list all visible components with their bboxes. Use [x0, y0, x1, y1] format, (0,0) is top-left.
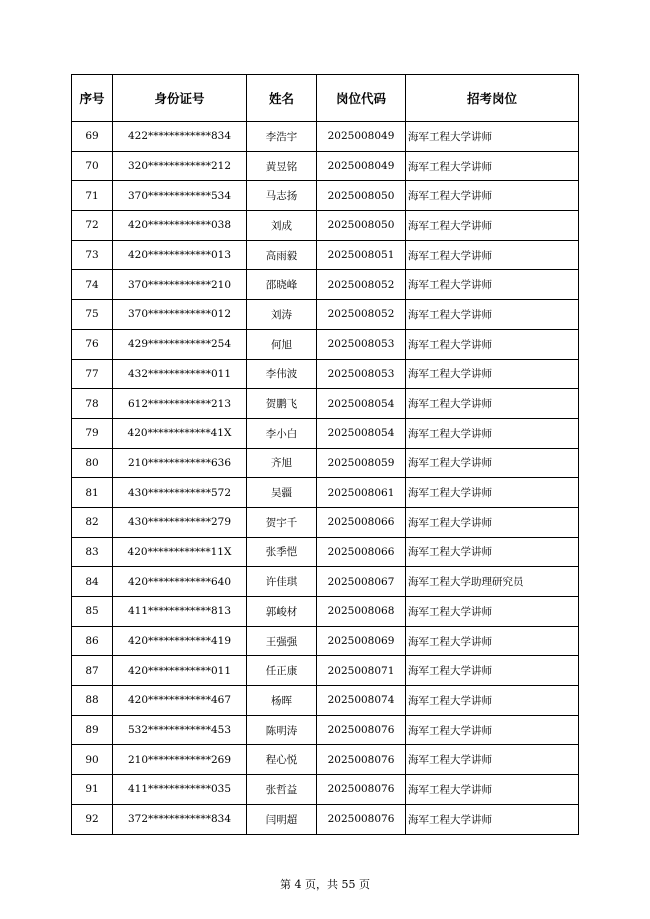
cell-index: 86 — [72, 626, 113, 656]
cell-id-number: 420************11X — [113, 537, 247, 567]
cell-position-code: 2025008068 — [317, 597, 406, 627]
cell-index: 82 — [72, 507, 113, 537]
cell-id-number: 422************834 — [113, 122, 247, 152]
table-row — [72, 211, 579, 241]
cell-index: 69 — [72, 122, 113, 152]
cell-index: 80 — [72, 448, 113, 478]
table-row — [72, 389, 579, 419]
cell-id-number: 420************640 — [113, 567, 247, 597]
cell-name: 李伟波 — [247, 359, 317, 389]
table-row — [72, 181, 579, 211]
cell-index: 88 — [72, 686, 113, 716]
table-row — [72, 567, 579, 597]
header-position: 招考岗位 — [406, 75, 579, 122]
table-row — [72, 656, 579, 686]
cell-position: 海军工程大学讲师 — [406, 745, 579, 775]
cell-id-number: 372************834 — [113, 804, 247, 834]
cell-position-code: 2025008076 — [317, 775, 406, 805]
cell-id-number: 612************213 — [113, 389, 247, 419]
cell-name: 李小白 — [247, 418, 317, 448]
table-row — [72, 418, 579, 448]
table-row — [72, 537, 579, 567]
table-row — [72, 329, 579, 359]
cell-index: 90 — [72, 745, 113, 775]
cell-position: 海军工程大学讲师 — [406, 122, 579, 152]
cell-index: 87 — [72, 656, 113, 686]
cell-id-number: 420************038 — [113, 211, 247, 241]
cell-position-code: 2025008050 — [317, 211, 406, 241]
cell-position-code: 2025008076 — [317, 715, 406, 745]
candidate-table — [71, 74, 579, 835]
cell-position-code: 2025008050 — [317, 181, 406, 211]
cell-index: 70 — [72, 151, 113, 181]
cell-name: 张哲益 — [247, 775, 317, 805]
cell-position: 海军工程大学讲师 — [406, 478, 579, 508]
cell-position: 海军工程大学讲师 — [406, 804, 579, 834]
cell-id-number: 532************453 — [113, 715, 247, 745]
cell-name: 许佳琪 — [247, 567, 317, 597]
cell-position-code: 2025008049 — [317, 122, 406, 152]
cell-position-code: 2025008052 — [317, 270, 406, 300]
header-index: 序号 — [72, 75, 113, 122]
cell-position: 海军工程大学讲师 — [406, 389, 579, 419]
cell-index: 72 — [72, 211, 113, 241]
table-row — [72, 270, 579, 300]
table-row — [72, 626, 579, 656]
cell-position: 海军工程大学讲师 — [406, 181, 579, 211]
cell-position-code: 2025008054 — [317, 418, 406, 448]
cell-id-number: 210************636 — [113, 448, 247, 478]
table-header-row — [72, 75, 579, 122]
table-row — [72, 507, 579, 537]
table-row — [72, 715, 579, 745]
cell-id-number: 429************254 — [113, 329, 247, 359]
table-row — [72, 359, 579, 389]
cell-position-code: 2025008071 — [317, 656, 406, 686]
table-row — [72, 240, 579, 270]
cell-index: 81 — [72, 478, 113, 508]
cell-name: 李浩宇 — [247, 122, 317, 152]
cell-index: 74 — [72, 270, 113, 300]
cell-position: 海军工程大学讲师 — [406, 240, 579, 270]
cell-id-number: 420************011 — [113, 656, 247, 686]
cell-id-number: 420************013 — [113, 240, 247, 270]
cell-position-code: 2025008076 — [317, 745, 406, 775]
cell-id-number: 420************419 — [113, 626, 247, 656]
cell-position: 海军工程大学讲师 — [406, 270, 579, 300]
cell-id-number: 370************012 — [113, 300, 247, 330]
cell-position-code: 2025008066 — [317, 507, 406, 537]
cell-position-code: 2025008059 — [317, 448, 406, 478]
table-body — [72, 122, 579, 835]
page-number: 第 4 页，共 55 页 — [280, 878, 370, 891]
cell-index: 84 — [72, 567, 113, 597]
cell-position: 海军工程大学讲师 — [406, 775, 579, 805]
cell-index: 91 — [72, 775, 113, 805]
cell-index: 76 — [72, 329, 113, 359]
cell-name: 刘涛 — [247, 300, 317, 330]
cell-index: 78 — [72, 389, 113, 419]
header-id-number: 身份证号 — [113, 75, 247, 122]
cell-name: 何旭 — [247, 329, 317, 359]
cell-position: 海军工程大学讲师 — [406, 300, 579, 330]
table-row — [72, 804, 579, 834]
cell-name: 陈明涛 — [247, 715, 317, 745]
cell-position: 海军工程大学讲师 — [406, 329, 579, 359]
cell-index: 85 — [72, 597, 113, 627]
table-row — [72, 300, 579, 330]
cell-name: 郭峻材 — [247, 597, 317, 627]
cell-index: 92 — [72, 804, 113, 834]
cell-index: 71 — [72, 181, 113, 211]
cell-name: 任正康 — [247, 656, 317, 686]
cell-position: 海军工程大学讲师 — [406, 359, 579, 389]
cell-index: 79 — [72, 418, 113, 448]
cell-name: 张季恺 — [247, 537, 317, 567]
cell-id-number: 420************467 — [113, 686, 247, 716]
cell-name: 王强强 — [247, 626, 317, 656]
cell-position-code: 2025008053 — [317, 329, 406, 359]
header-position-code: 岗位代码 — [317, 75, 406, 122]
cell-index: 75 — [72, 300, 113, 330]
cell-position: 海军工程大学讲师 — [406, 656, 579, 686]
cell-position-code: 2025008074 — [317, 686, 406, 716]
cell-name: 马志扬 — [247, 181, 317, 211]
table-row — [72, 597, 579, 627]
cell-name: 吴疆 — [247, 478, 317, 508]
cell-position: 海军工程大学讲师 — [406, 507, 579, 537]
cell-id-number: 210************269 — [113, 745, 247, 775]
cell-name: 黄昱铭 — [247, 151, 317, 181]
cell-position: 海军工程大学讲师 — [406, 597, 579, 627]
cell-position: 海军工程大学讲师 — [406, 448, 579, 478]
cell-name: 闫明超 — [247, 804, 317, 834]
table-row — [72, 745, 579, 775]
cell-name: 邵晓峰 — [247, 270, 317, 300]
cell-position: 海军工程大学助理研究员 — [406, 567, 579, 597]
cell-position-code: 2025008053 — [317, 359, 406, 389]
cell-position-code: 2025008066 — [317, 537, 406, 567]
cell-name: 程心悦 — [247, 745, 317, 775]
cell-position: 海军工程大学讲师 — [406, 418, 579, 448]
cell-position: 海军工程大学讲师 — [406, 715, 579, 745]
cell-id-number: 370************534 — [113, 181, 247, 211]
cell-position-code: 2025008051 — [317, 240, 406, 270]
table-row — [72, 122, 579, 152]
cell-index: 83 — [72, 537, 113, 567]
cell-position-code: 2025008061 — [317, 478, 406, 508]
cell-id-number: 411************035 — [113, 775, 247, 805]
cell-position: 海军工程大学讲师 — [406, 537, 579, 567]
cell-name: 贺鹏飞 — [247, 389, 317, 419]
cell-name: 刘成 — [247, 211, 317, 241]
cell-position-code: 2025008067 — [317, 567, 406, 597]
cell-id-number: 430************572 — [113, 478, 247, 508]
cell-index: 73 — [72, 240, 113, 270]
cell-position: 海军工程大学讲师 — [406, 151, 579, 181]
cell-id-number: 411************813 — [113, 597, 247, 627]
cell-position: 海军工程大学讲师 — [406, 626, 579, 656]
cell-position: 海军工程大学讲师 — [406, 686, 579, 716]
cell-position: 海军工程大学讲师 — [406, 211, 579, 241]
cell-position-code: 2025008052 — [317, 300, 406, 330]
cell-id-number: 432************011 — [113, 359, 247, 389]
cell-name: 贺宇千 — [247, 507, 317, 537]
cell-name: 杨晖 — [247, 686, 317, 716]
table-row — [72, 775, 579, 805]
cell-position-code: 2025008076 — [317, 804, 406, 834]
table-row — [72, 151, 579, 181]
table-row — [72, 478, 579, 508]
cell-position-code: 2025008049 — [317, 151, 406, 181]
cell-id-number: 320************212 — [113, 151, 247, 181]
cell-position-code: 2025008054 — [317, 389, 406, 419]
cell-id-number: 430************279 — [113, 507, 247, 537]
table-row — [72, 448, 579, 478]
cell-name: 齐旭 — [247, 448, 317, 478]
cell-position-code: 2025008069 — [317, 626, 406, 656]
cell-index: 77 — [72, 359, 113, 389]
cell-name: 高雨毅 — [247, 240, 317, 270]
cell-id-number: 420************41X — [113, 418, 247, 448]
table-row — [72, 686, 579, 716]
cell-index: 89 — [72, 715, 113, 745]
header-name: 姓名 — [247, 75, 317, 122]
cell-id-number: 370************210 — [113, 270, 247, 300]
